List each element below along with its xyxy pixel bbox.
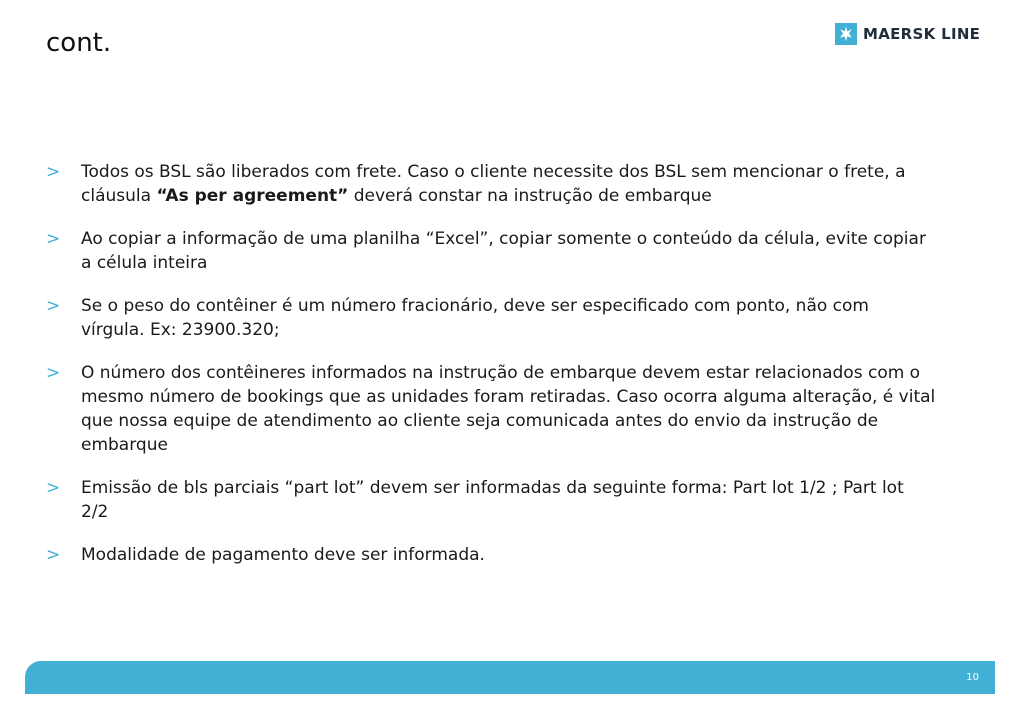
bullet-marker: > <box>46 363 61 383</box>
page-number: 10 <box>966 672 979 683</box>
bullet-marker: > <box>46 162 61 182</box>
bullet-text-part: deverá constar na instrução de embarque <box>348 186 712 206</box>
bullet-marker: > <box>46 478 61 498</box>
bullet-item <box>46 476 936 524</box>
slide-title: cont. <box>46 28 112 58</box>
bullet-item <box>46 543 936 567</box>
bullet-text: Ao copiar a informação de uma planilha “Excel”, copiar somente o conteúdo da célula, evite copiar a célula inteira <box>81 229 926 273</box>
bullet-text <box>81 160 936 208</box>
seven-point-star-icon <box>835 23 857 45</box>
bullet-marker: > <box>46 296 61 316</box>
bullet-text-part: Todos os BSL são liberados com frete. Caso o cliente necessite dos BSL sem mencionar o frete, a cláusula <box>81 162 906 206</box>
logo-text: MAERSK LINE <box>863 25 981 43</box>
bullet-marker: > <box>46 229 61 249</box>
bullet-text-bold: “As per agreement” <box>156 186 349 206</box>
bullet-item <box>46 361 936 457</box>
bullet-item <box>46 227 936 275</box>
maersk-line-logo <box>835 21 980 47</box>
bullet-item <box>46 160 936 208</box>
bullet-text: O número dos contêineres informados na instrução de embarque devem estar relacionados com o mesmo número de bookings que as unidades foram retiradas. Caso ocorra alguma alteração, é vital que nossa equipe de atendimento ao cliente seja comunicada antes do envio da instrução de embarque <box>81 363 936 455</box>
bullet-item <box>46 294 936 342</box>
bullet-text: Modalidade de pagamento deve ser informada. <box>81 545 485 565</box>
bullet-text: Se o peso do contêiner é um número fracionário, deve ser especificado com ponto, não com vírgula. Ex: 23900.320; <box>81 296 869 340</box>
footer-bar <box>25 661 995 694</box>
bullet-marker: > <box>46 545 61 565</box>
bullet-list <box>46 160 936 586</box>
bullet-text: Emissão de bls parciais “part lot” devem ser informadas da seguinte forma: Part lot 1/2 ; Part lot 2/2 <box>81 478 904 522</box>
